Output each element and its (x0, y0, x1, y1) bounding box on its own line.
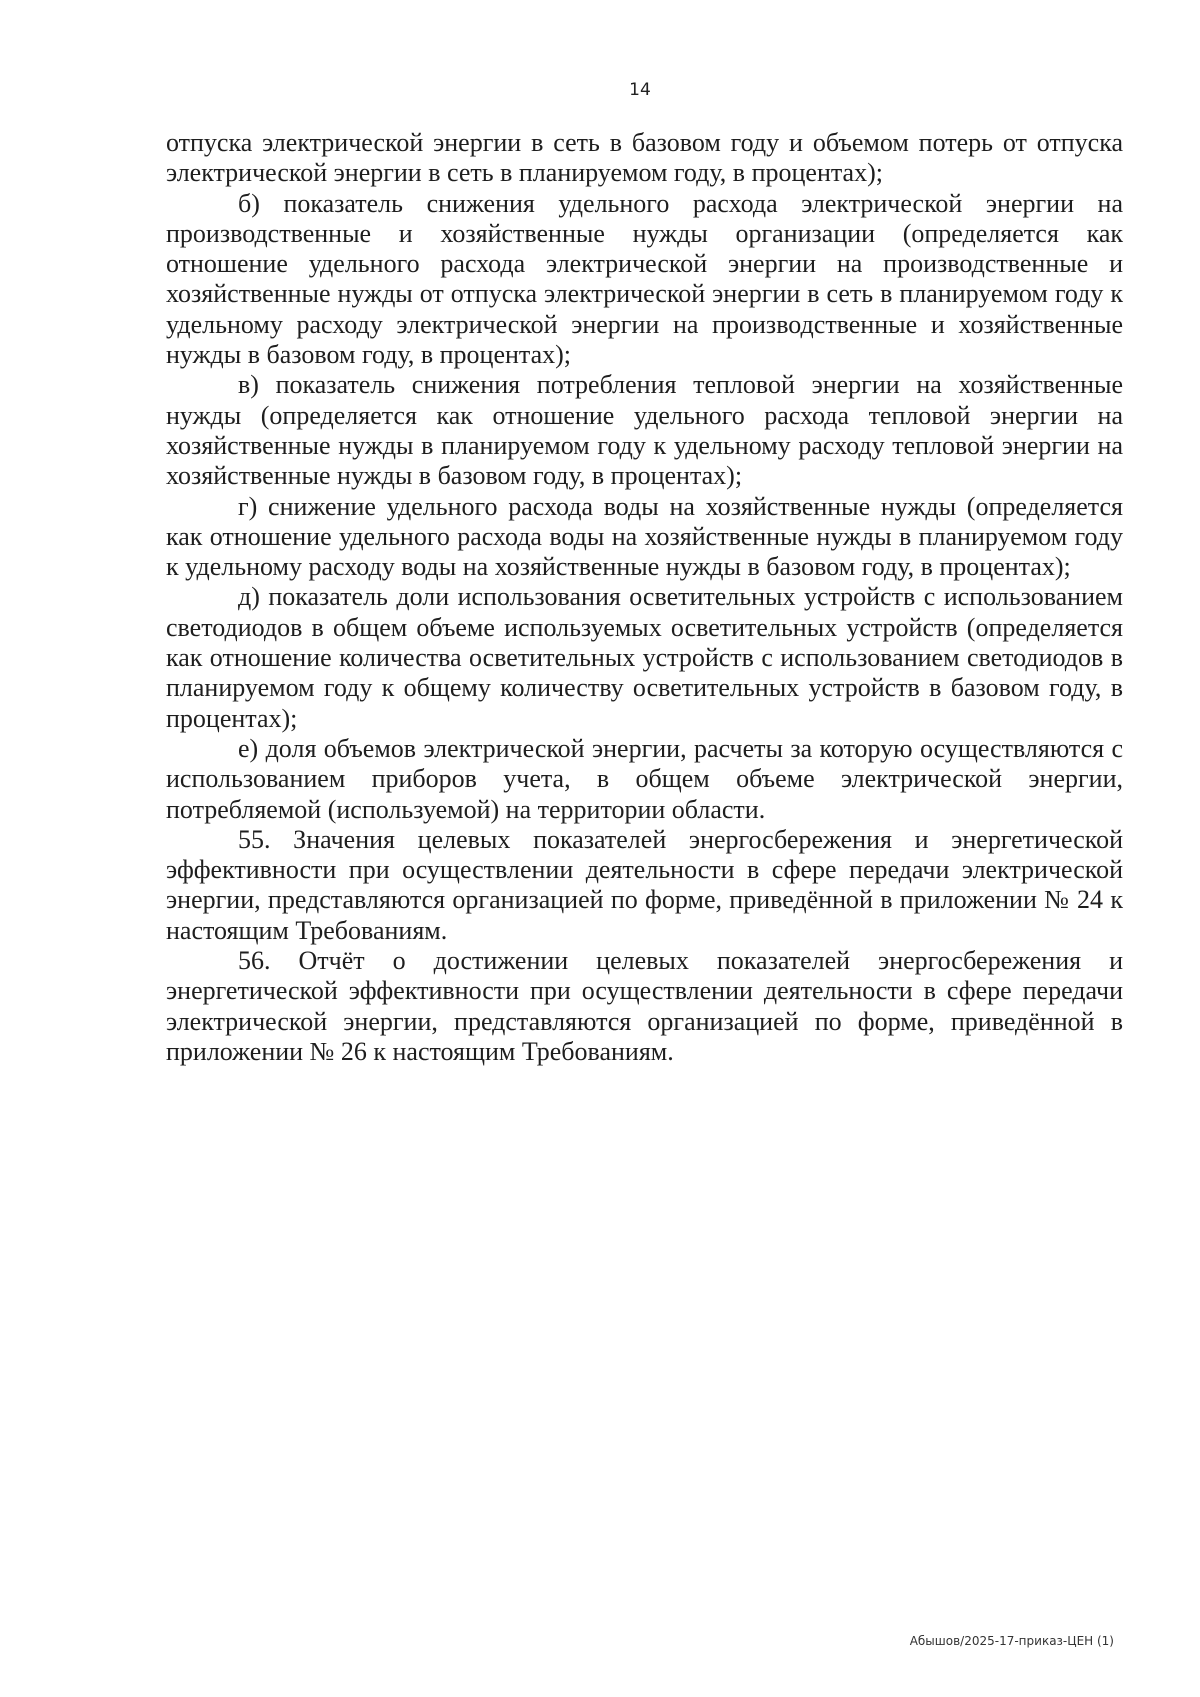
paragraph-item-d: д) показатель доли использования осветительных устройств с использованием светодиодов в общем объеме используемых осветительных устройств (определяется как отношение количества осветительных устройств с использованием светодиодов в планируемом году к общему количеству осветительных устройств в базовом году, в процентах); (166, 582, 1123, 733)
document-footer-id: Абышов/2025-17-приказ-ЦЕН (1) (909, 1634, 1114, 1648)
paragraph-56: 56. Отчёт о достижении целевых показателей энергосбережения и энергетической эффективности при осуществлении деятельности в сфере передачи электрической энергии, представляются организацией по форме, приведённой в приложении № 26 к настоящим Требованиям. (166, 946, 1123, 1066)
page-number: 14 (629, 80, 651, 100)
paragraph-continuation: отпуска электрической энергии в сеть в базовом году и объемом потерь от отпуска электрической энергии в сеть в планируемом году, в процентах); (166, 128, 1123, 188)
paragraph-item-b: б) показатель снижения удельного расхода электрической энергии на производственные и хозяйственные нужды организации (определяется как отношение удельного расхода электрической энергии на производственные и хозяйственные нужды от отпуска электрической энергии в сеть в планируемом году к удельному расходу электрической энергии на производственные и хозяйственные нужды в базовом году, в процентах); (166, 188, 1123, 370)
document-body (166, 128, 1123, 1067)
paragraph-item-v: в) показатель снижения потребления тепловой энергии на хозяйственные нужды (определяется как отношение удельного расхода тепловой энергии на хозяйственные нужды в планируемом году к удельному расходу тепловой энергии на хозяйственные нужды в базовом году, в процентах); (166, 370, 1123, 491)
paragraph-item-g: г) снижение удельного расхода воды на хозяйственные нужды (определяется как отношение удельного расхода воды на хозяйственные нужды в планируемом году к удельному расходу воды на хозяйственные нужды в базовом году, в процентах); (166, 491, 1123, 582)
paragraph-item-e: е) доля объемов электрической энергии, расчеты за которую осуществляются с использованием приборов учета, в общем объеме электрической энергии, потребляемой (используемой) на территории области. (166, 733, 1123, 824)
paragraph-55: 55. Значения целевых показателей энергосбережения и энергетической эффективности при осуществлении деятельности в сфере передачи электрической энергии, представляются организацией по форме, приведённой в приложении № 24 к настоящим Требованиям. (166, 824, 1123, 945)
